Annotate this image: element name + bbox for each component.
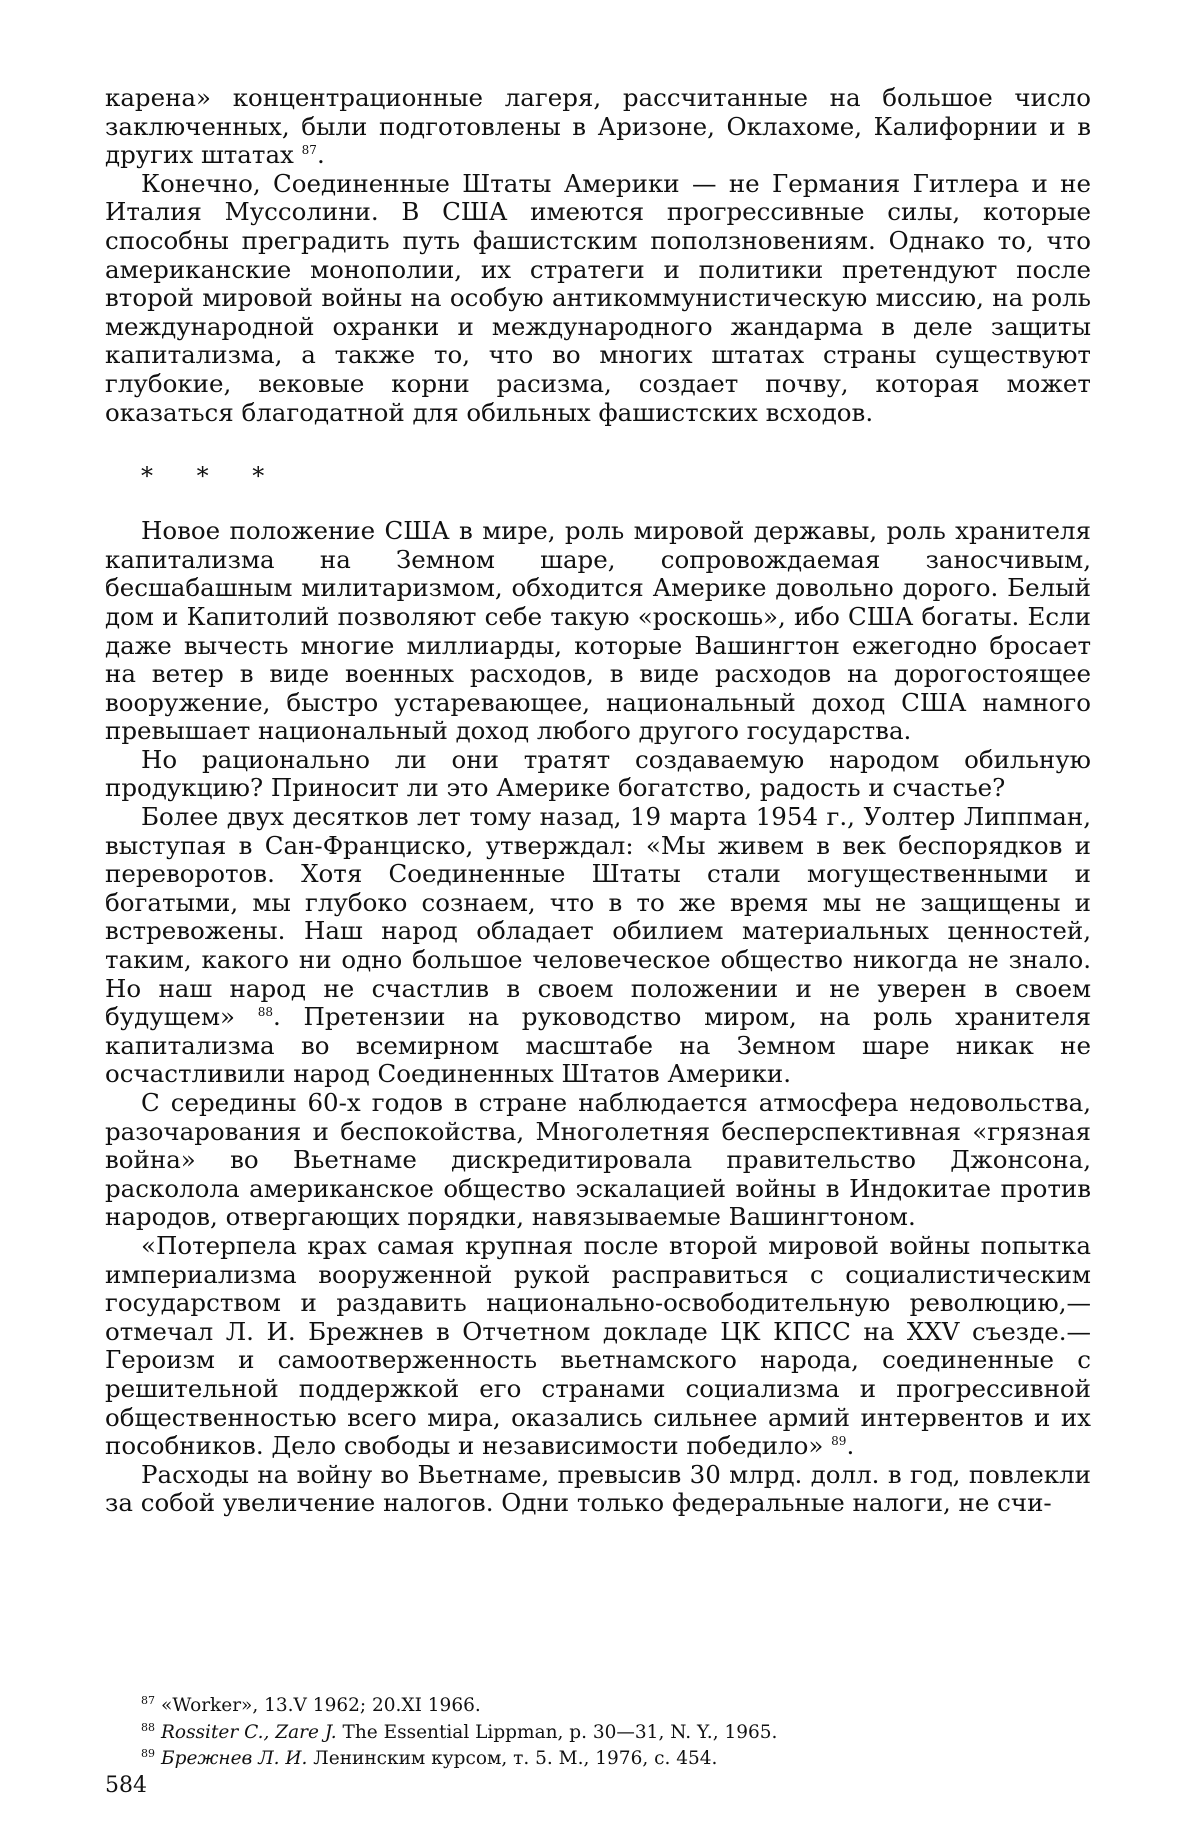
footnote-author: Брежнев Л. И. [161, 1748, 308, 1770]
paragraph-2: Конечно, Соединенные Штаты Америки — не Германия Гитлера и не Италия Муссолини. В США имеются прогрессивные силы, которые способны преградить путь фашистским поползновениям. Однако то, что американские монополии, их стратеги и политики претендуют после второй мировой войны на особую антикоммунистическую миссию, на роль международной охранки и международного жандарма в деле защиты капитализма, а также то, что во многих штатах страны существуют глубокие, вековые корни расизма, создает почву, которая может оказаться благодатной для обильных фашистских всходов. [105, 168, 1091, 427]
footnote-ref[interactable]: 88 [257, 1005, 273, 1020]
footnote-text: The Essential Lippman, p. 30—31, N. Y., 1965. [336, 1721, 778, 1743]
paragraph-4: Но рационально ли они тратят создаваемую народом обильную продукцию? Приносит ли это Америке богатство, радость и счастье? [105, 744, 1091, 803]
paragraph-tail: . [316, 140, 325, 170]
page-number: 584 [105, 1773, 147, 1798]
footnote-author: Rossiter C., Zare J. [161, 1721, 337, 1743]
footnote-88 [105, 1717, 1091, 1744]
footnote-text: «Worker», 13.V 1962; 20.XI 1966. [161, 1695, 481, 1717]
paragraph-1 [105, 84, 1091, 170]
paragraph-tail: . [846, 1431, 855, 1461]
section-separator: * * * [141, 462, 283, 491]
paragraph-text: карена» концентрационные лагеря, рассчитанные на большое число заключенных, были подготовлены в Аризоне, Оклахоме, Калифорнии и в других штатах [105, 83, 1091, 170]
paragraph-6: С середины 60-х годов в стране наблюдается атмосфера недовольства, разочарования и беспокойства, Многолетняя бесперспективная «грязная война» во Вьетнаме дискредитировала правительство Джонсона, расколола американское общество эскалацией войны в Индокитае против народов, отвергающих порядки, навязываемые Вашингтоном. [105, 1088, 1091, 1232]
page-body [105, 84, 1091, 1518]
paragraph-text: «Потерпела крах самая крупная после второй мировой войны попытка империализма вооруженной рукой расправиться с социалистическим государством и раздавить национально-освободительную революцию,— отмечал Л. И. Брежнев в Отчетном докладе ЦК КПСС на XXV съезде.— Героизм и самоотверженность вьетнамского народа, соединенные с решительной поддержкой его странами социализма и прогрессивной общественностью всего мира, оказались сильнее армий интервентов и их пособников. Дело свободы и независимости победило» [105, 1230, 1091, 1461]
paragraph-text: Более двух десятков лет тому назад, 19 марта 1954 г., Уолтер Липпман, выступая в Сан-Франциско, утверждал: «Мы живем в век беспорядков и переворотов. Хотя Соединенные Штаты стали могущественными и богатыми, мы глубоко сознаем, что в то же время мы не защищены и встревожены. Наш народ обладает обилием материальных ценностей, таким, какого ни одно большое человеческое общество никогда не знало. Но наш народ не счастлив в своем положении и не уверен в своем будущем» [105, 802, 1091, 1032]
paragraph-8: Расходы на войну во Вьетнаме, превысив 30 млрд. долл. в год, повлекли за собой увеличение налогов. Одни только федеральные налоги, не счи- [105, 1459, 1091, 1518]
paragraph-3: Новое положение США в мире, роль мировой державы, роль хранителя капитализма на Земном шаре, сопровождаемая заносчивым, бесшабашным милитаризмом, обходится Америке довольно дорого. Белый дом и Капитолий позволяют себе такую «роскошь», ибо США богаты. Если даже вычесть многие миллиарды, которые Вашингтон ежегодно бросает на ветер в виде военных расходов, в виде расходов на дорогостоящее вооружение, быстро устаревающее, национальный доход США намного превышает национальный доход любого другого государства. [105, 516, 1091, 746]
footnote-89 [105, 1743, 1091, 1770]
footnote-ref[interactable]: 89 [831, 1433, 847, 1448]
footnote-number: 89 [141, 1747, 155, 1761]
footnote-87 [105, 1690, 1091, 1717]
footnote-text: Ленинским курсом, т. 5. М., 1976, с. 454. [307, 1748, 718, 1770]
footnotes [105, 1690, 1091, 1770]
paragraph-7 [105, 1232, 1091, 1461]
footnote-number: 88 [141, 1720, 155, 1734]
footnote-ref[interactable]: 87 [301, 143, 317, 158]
paragraph-tail: . Претензии на руководство миром, на роль хранителя капитализма во всемирном масштабе на Земном шаре никак не осчастливили народ Соединенных Штатов Америки. [105, 1002, 1091, 1089]
footnote-number: 87 [141, 1694, 155, 1707]
paragraph-5 [105, 803, 1091, 1089]
